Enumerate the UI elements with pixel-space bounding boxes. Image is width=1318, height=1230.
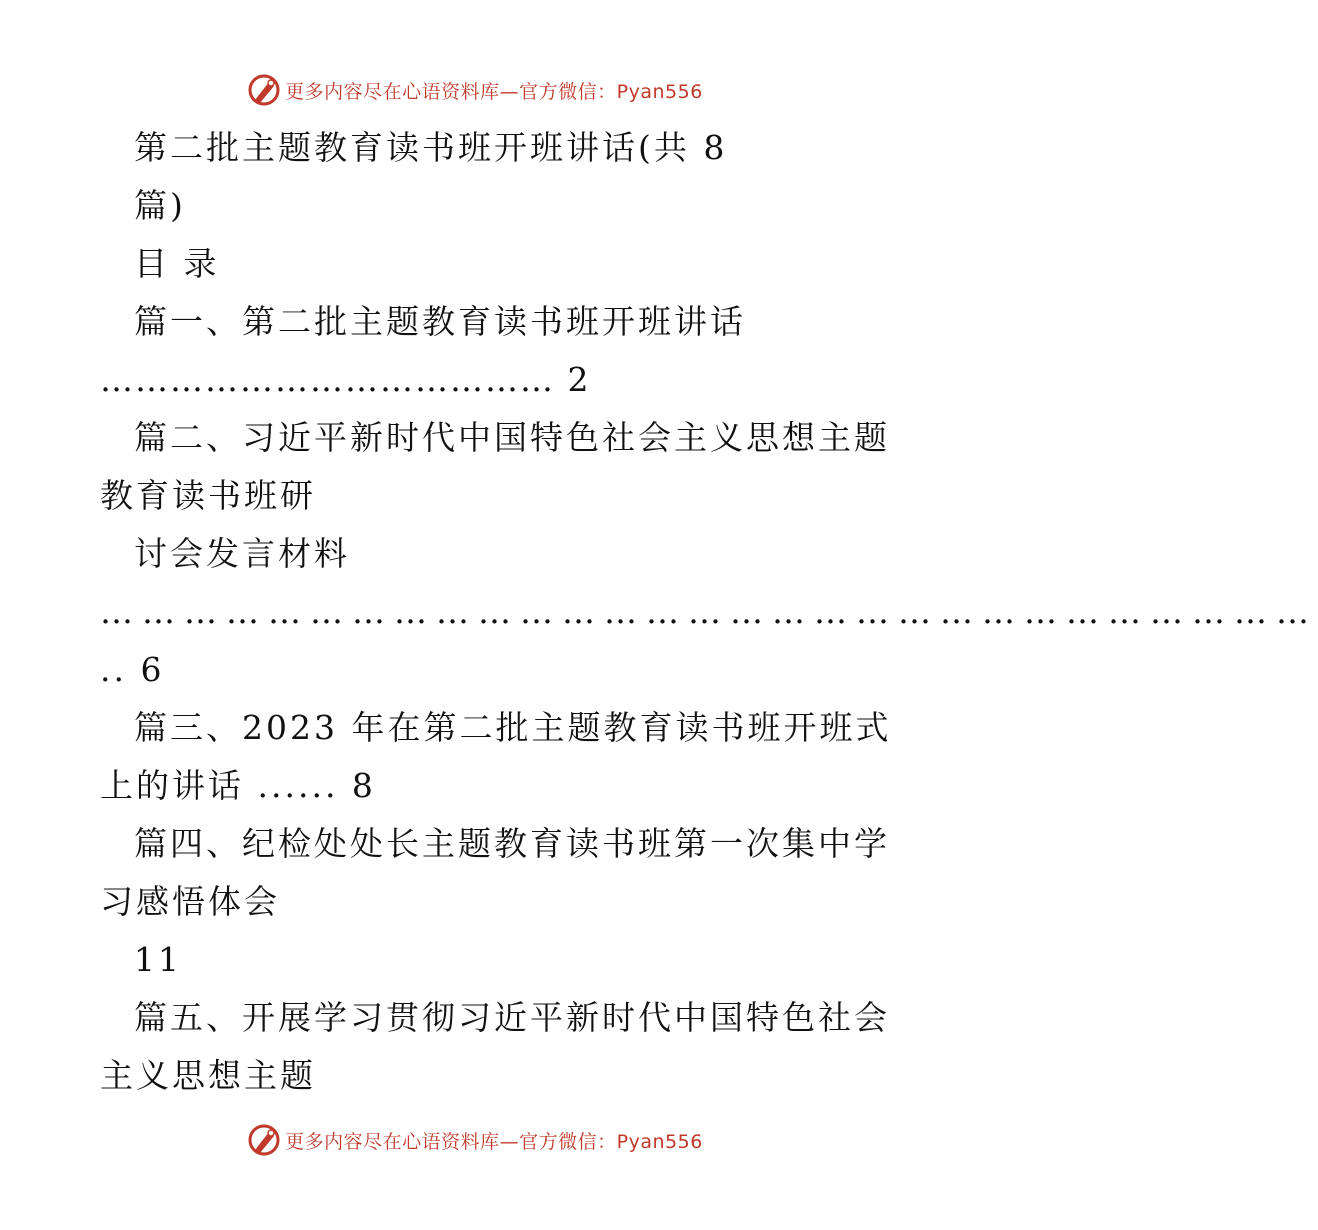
header-banner (0, 72, 950, 108)
toc-entry-1-leader-page: ………………………………… 2 (100, 360, 591, 399)
toc-entry-4-title-a: 篇四、纪检处处长主题教育读书班第一次集中学 (134, 824, 890, 863)
toc-entry-2-page: .. 6 (100, 650, 165, 689)
doc-title-line-2: 篇) (134, 186, 186, 225)
toc-entry-1-title: 篇一、第二批主题教育读书班开班讲话 (134, 302, 746, 341)
toc-entry-4-title-b: 习感悟体会 (100, 882, 280, 921)
footer-banner (0, 1122, 950, 1158)
footer-banner-text: 更多内容尽在心语资料库—官方微信：Pyan556 (285, 1130, 703, 1153)
toc-entry-5-title-a: 篇五、开展学习贯彻习近平新时代中国特色社会 (134, 998, 890, 1037)
pen-in-circle-icon (247, 73, 281, 107)
toc-entry-2-title-b: 教育读书班研 (100, 476, 316, 515)
doc-title-line-1: 第二批主题教育读书班开班讲话(共 8 (134, 128, 728, 167)
toc-heading: 目 录 (134, 244, 220, 283)
toc-entry-2-title-a: 篇二、习近平新时代中国特色社会主义思想主题 (134, 418, 890, 457)
toc-entry-3-title-b-page: 上的讲话 ...... 8 (100, 766, 376, 805)
toc-entry-2-title-c: 讨会发言材料 (134, 534, 350, 573)
pen-in-circle-icon (247, 1123, 281, 1157)
header-banner-text: 更多内容尽在心语资料库—官方微信：Pyan556 (285, 80, 703, 103)
toc-entry-4-page: 11 (134, 940, 182, 979)
toc-entry-5-title-b: 主义思想主题 (100, 1056, 316, 1095)
toc-entry-3-title-a: 篇三、2023 年在第二批主题教育读书班开班式 (134, 708, 892, 747)
toc-entry-2-leader: …………………………………………………………………………… (100, 592, 1318, 631)
